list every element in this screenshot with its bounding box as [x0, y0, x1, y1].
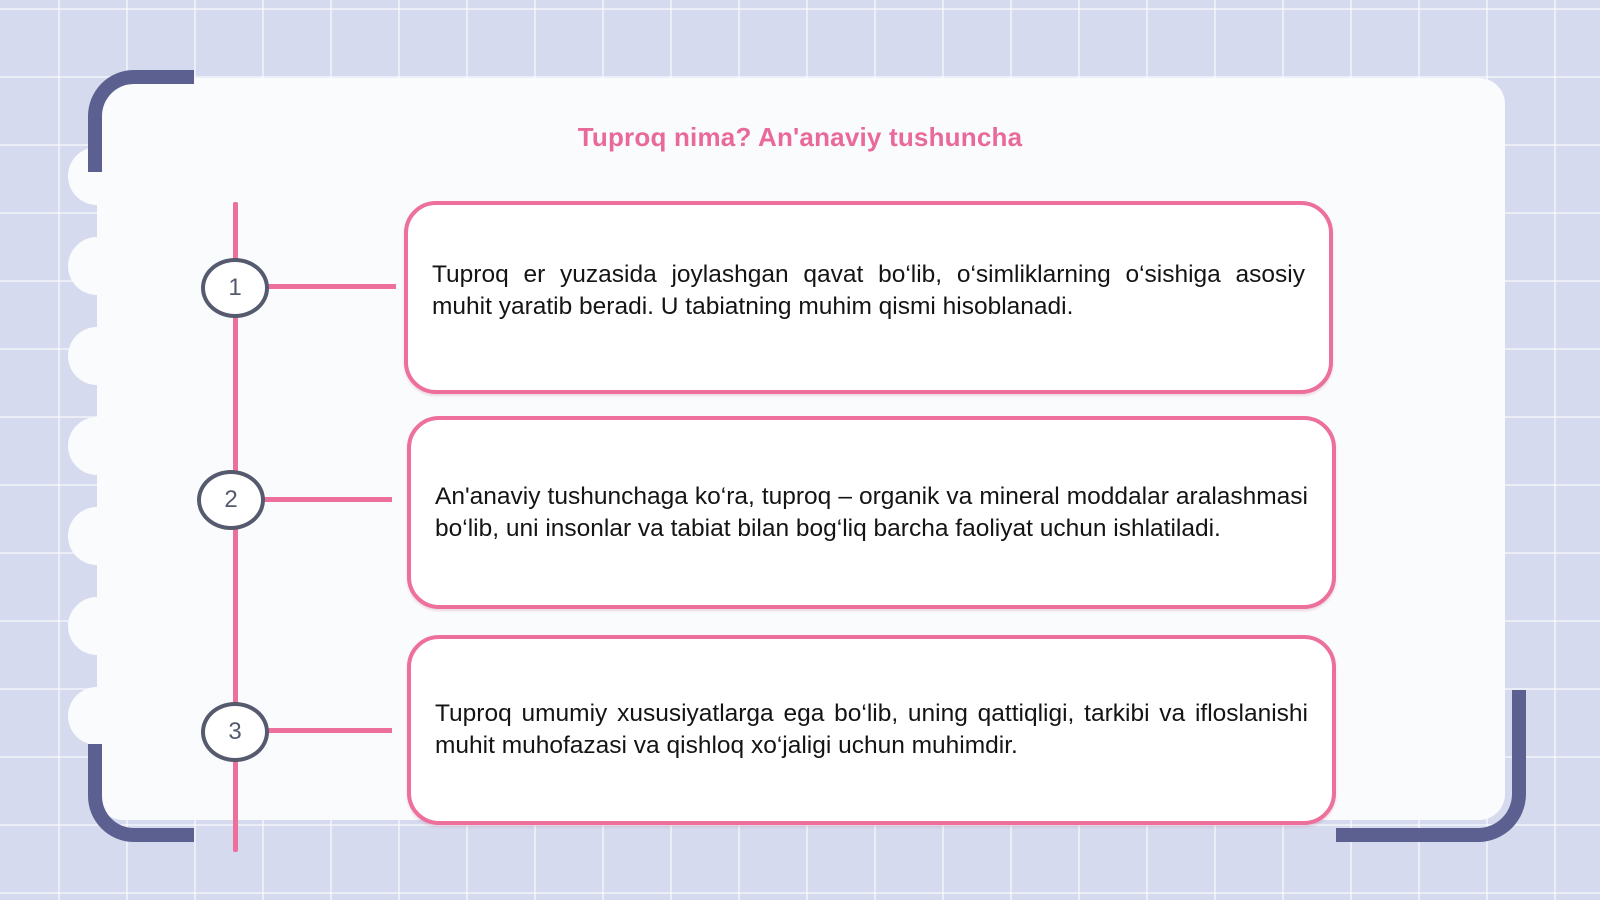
- sheet-scallop: [68, 327, 126, 385]
- sheet-scallop: [68, 507, 126, 565]
- step-card: [407, 635, 1336, 825]
- corner-bracket-bottom-right: [1336, 690, 1526, 842]
- sheet-scallop: [68, 597, 126, 655]
- sheet-scallop: [68, 417, 126, 475]
- slide-title: Tuproq nima? An'anaviy tushuncha: [577, 122, 1023, 152]
- timeline-connector: [266, 728, 392, 733]
- step-number-badge: 2: [197, 470, 265, 530]
- step-card: [404, 201, 1333, 394]
- step-number-badge: 1: [201, 258, 269, 318]
- sheet-scallop: [68, 237, 126, 295]
- step-card-text: Tuproq umumiy xususiyatlarga ega bo‘lib, uning qattiqligi, tarkibi va ifloslanishi muhit muhofazasi va qishloq xo‘jaligi uchun muhimdir.: [435, 700, 1308, 759]
- sheet-scallop: [68, 687, 126, 745]
- corner-bracket-top-left: [88, 70, 194, 172]
- timeline-connector: [266, 284, 396, 289]
- step-card-text: An'anaviy tushunchaga ko‘ra, tuproq – organik va mineral moddalar aralashmasi bo‘lib, uni insonlar va tabiat bilan bog‘liq barcha faoliyat uchun ishlatiladi.: [435, 482, 1308, 542]
- step-card: [407, 416, 1336, 609]
- step-number-badge: 3: [201, 702, 269, 762]
- corner-bracket-bottom-left: [88, 744, 194, 842]
- timeline-connector: [262, 497, 392, 502]
- step-card-text: Tuproq er yuzasida joylashgan qavat bo‘lib, o‘simliklarning o‘sishiga asosiy muhit yaratib beradi. U tabiatning muhim qismi hisoblanadi.: [432, 260, 1305, 320]
